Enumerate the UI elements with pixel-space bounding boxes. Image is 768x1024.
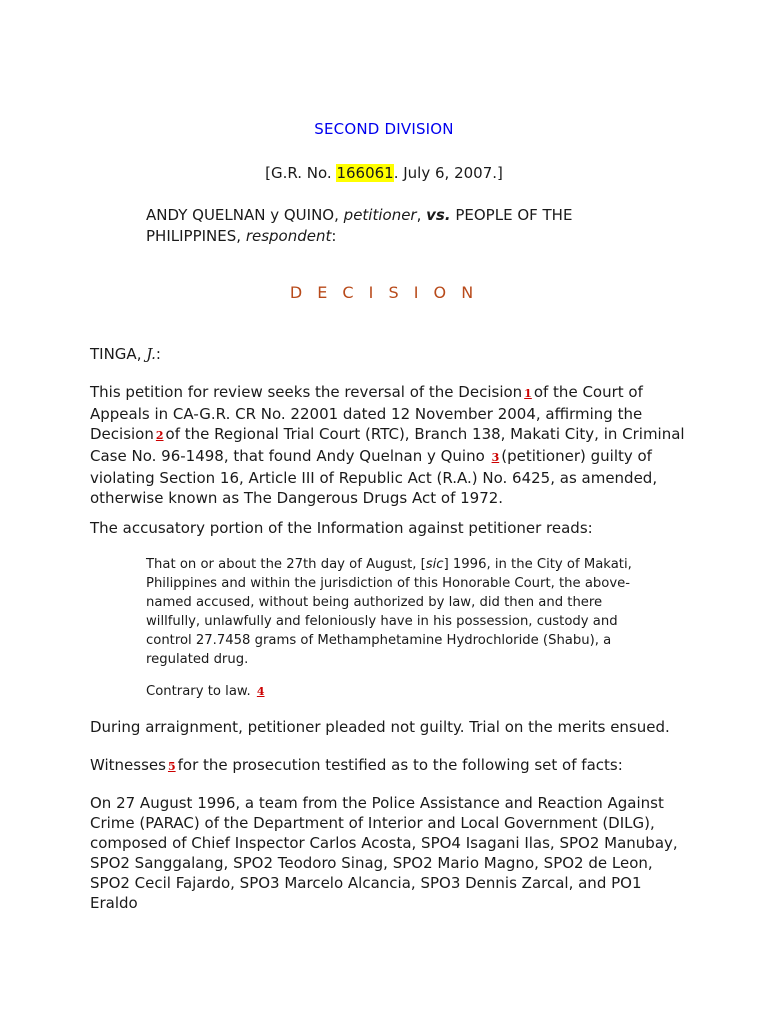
respondent-name: PEOPLE OF THE PHILIPPINES xyxy=(146,206,573,245)
footnote-link-2[interactable]: 2 xyxy=(155,429,164,442)
division-heading: SECOND DIVISION xyxy=(314,120,454,138)
quote-text-a: That on or about the 27th day of August, [ xyxy=(146,557,426,572)
paragraph-arraignment: During arraignment, petitioner pleaded not guilty. Trial on the merits ensued. xyxy=(90,718,670,736)
paragraph1-text-d: (petitioner) guilty of violating Section 16, Article III of Republic Act (R.A.) No. 6425, as amended, otherwise known as The Dangerous Drugs Act of 1972. xyxy=(90,447,658,507)
quote-text-b: ] 1996, in the City of Makati, Philippines and within the jurisdiction of this Honorable Court, the above-named accused, without being authorized by law, did then and there willfully, unlawfully and feloniously have in his possession, custody and control 27.7458 grams of Methamphetamine Hydrochloride (Shabu), a regulated drug. xyxy=(146,557,632,667)
ponente-suffix: J. xyxy=(146,345,156,363)
quote-sic: sic xyxy=(425,557,444,572)
ponente-colon: : xyxy=(155,345,161,363)
paragraph1-text-a: This petition for review seeks the reversal of the Decision xyxy=(90,383,523,401)
petitioner-name: ANDY QUELNAN y QUINO xyxy=(146,206,335,224)
case-number-highlight: 166061 xyxy=(336,164,394,182)
witnesses-text-a: Witnesses xyxy=(90,756,166,774)
witnesses-text-b: for the prosecution testified as to the following set of facts: xyxy=(177,756,623,774)
footnote-link-1[interactable]: 1 xyxy=(524,387,532,400)
petitioner-role: petitioner xyxy=(343,206,417,224)
ponente-name: TINGA xyxy=(90,345,137,363)
ponente-line: TINGA, J.: xyxy=(90,345,161,363)
case-citation xyxy=(0,164,768,182)
contrary-to-law xyxy=(146,682,646,701)
paragraph1-text-c: of the Regional Trial Court (RTC), Branch 138, Makati City, in Criminal Case No. 96-1498, that found Andy Quelnan y Quino xyxy=(90,425,685,465)
decision-heading: D E C I S I O N xyxy=(289,283,479,302)
respondent-role: respondent xyxy=(245,227,332,245)
case-parties: ANDY QUELNAN y QUINO, petitioner, vs. PEOPLE OF THE PHILIPPINES, respondent: xyxy=(146,206,573,245)
paragraph-intro xyxy=(90,382,690,508)
footnote-link-5[interactable]: 5 xyxy=(167,760,176,773)
paragraph-facts: On 27 August 1996, a team from the Police Assistance and Reaction Against Crime (PARAC) of the Department of Interior and Local Government (DILG), composed of Chief Inspector Carlos Acosta, SPO4 Isagani Ilas, SPO2 Manubay, SPO2 Sanggalang, SPO2 Teodoro Sinag, SPO2 Mario Magno, SPO2 de Leon, SPO2 Cecil Fajardo, SPO3 Marcelo Alcancia, SPO3 Dennis Zarcal, and PO1 Eraldo xyxy=(90,794,678,912)
paragraph-accusatory: The accusatory portion of the Information against petitioner reads: xyxy=(90,519,593,537)
information-quote xyxy=(146,555,646,669)
contrary-text: Contrary to law. xyxy=(146,684,251,699)
paragraph-witnesses xyxy=(90,755,690,777)
case-suffix: . July 6, 2007.] xyxy=(393,164,503,182)
footnote-link-3[interactable]: 3 xyxy=(491,451,500,464)
footnote-link-4[interactable]: 4 xyxy=(256,685,265,698)
paragraph1-text-b: of the Court of Appeals in CA-G.R. CR No. 22001 dated 12 November 2004, affirming the Decision xyxy=(90,383,643,443)
versus: vs. xyxy=(426,206,451,224)
case-prefix: [G.R. No. xyxy=(265,164,337,182)
